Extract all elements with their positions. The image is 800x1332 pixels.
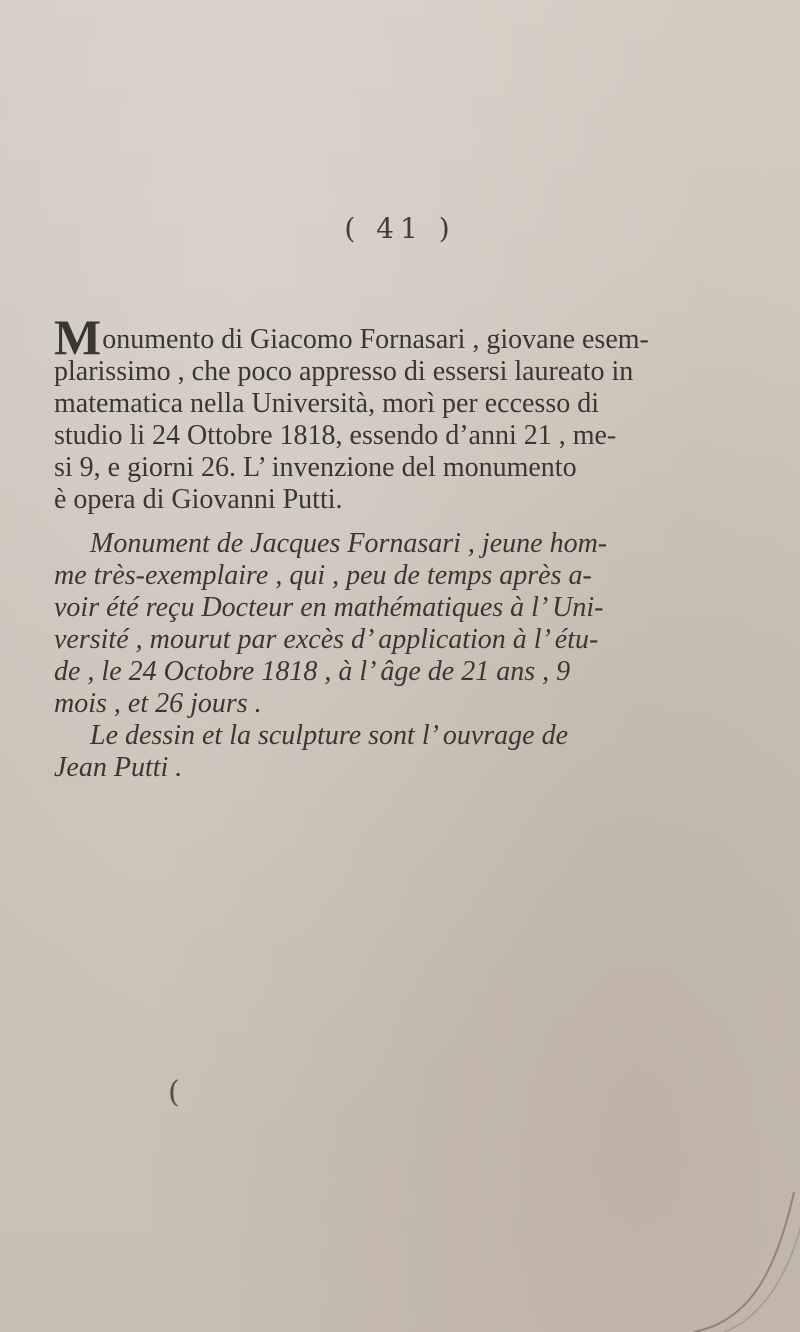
- french-line: Monument de Jacques Fornasari , jeune hom-: [90, 528, 608, 559]
- page-edge-curve: [684, 1162, 800, 1332]
- page-number: ( 41 ): [344, 212, 456, 245]
- french-line: versité , mourut par excès d’ application à l’ étu-: [54, 624, 599, 655]
- french-line: Jean Putti .: [54, 752, 183, 783]
- italian-line: Monumento di Giacomo Fornasari , giovane esem-: [54, 309, 649, 365]
- italian-line: è opera di Giovanni Putti.: [54, 484, 343, 515]
- drop-cap: M: [54, 309, 102, 365]
- french-line: mois , et 26 jours .: [54, 688, 262, 719]
- italian-line: plarissimo , che poco appresso di essersi laureato in: [54, 356, 634, 387]
- italian-paragraph: [54, 309, 744, 516]
- french-line: de , le 24 Octobre 1818 , à l’ âge de 21 ans , 9: [54, 656, 571, 687]
- french-line: voir été reçu Docteur en mathématiques à l’ Uni-: [54, 592, 604, 623]
- french-line: me très-exemplaire , qui , peu de temps après a-: [54, 560, 592, 591]
- italian-line: si 9, e giorni 26. L’ invenzione del monumento: [54, 452, 577, 483]
- italian-line: matematica nella Università, morì per eccesso di: [54, 388, 600, 419]
- italian-line: studio li 24 Ottobre 1818, essendo d’anni 21 , me-: [54, 420, 617, 451]
- french-paragraph: [54, 528, 754, 784]
- french-line: Le dessin et la sculpture sont l’ ouvrage de: [90, 720, 569, 751]
- stray-mark: (: [168, 1075, 180, 1110]
